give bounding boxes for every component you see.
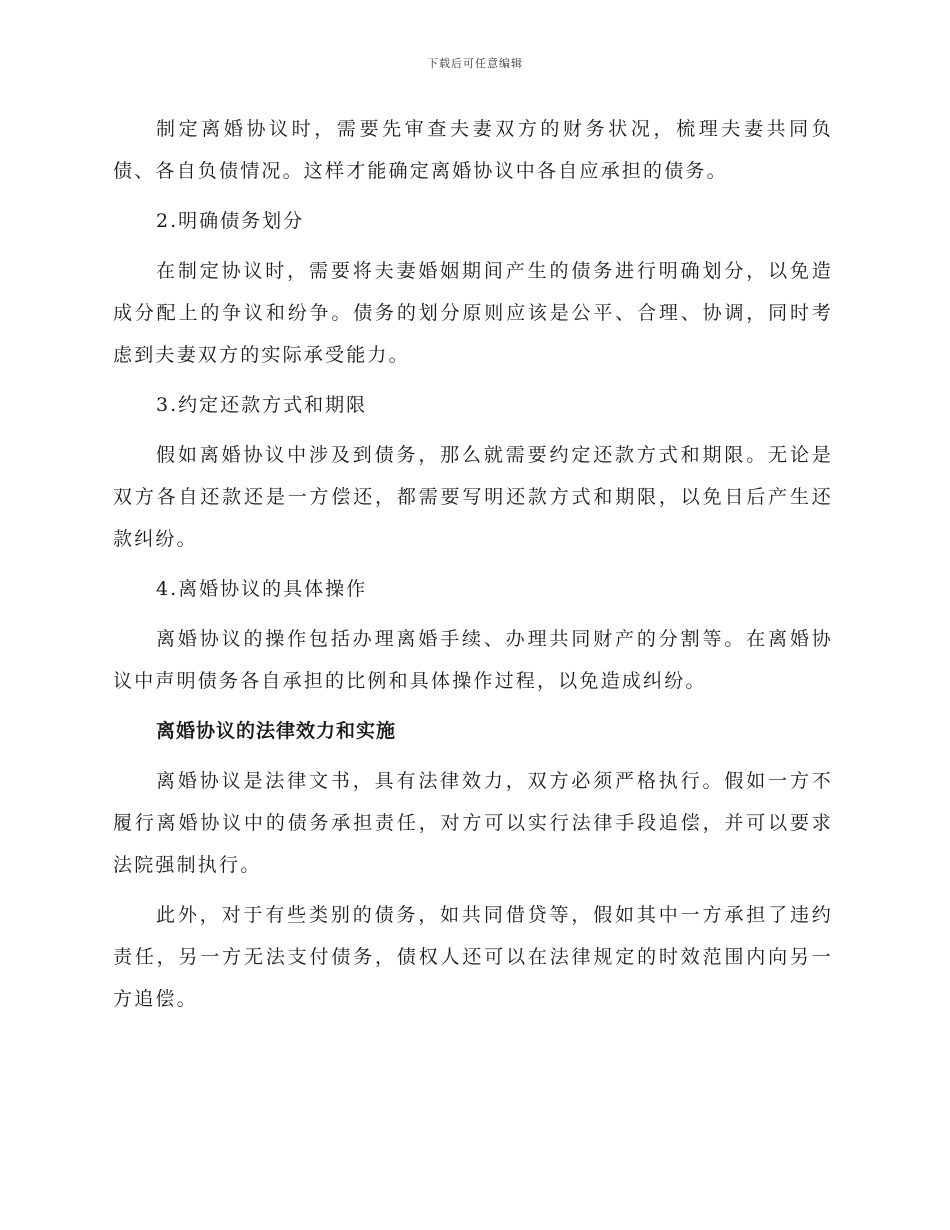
header-note: 下载后可任意编辑 [427, 57, 523, 70]
paragraph-debt-division: 在制定协议时，需要将夫妻婚姻期间产生的债务进行明确划分，以免造成分配上的争议和纷争。债务的划分原则应该是公平、合理、协调，同时考虑到夫妻双方的实际承受能力。 [113, 260, 833, 366]
paragraph-creditor-recourse: 此外，对于有些类别的债务，如共同借贷等，假如其中一方承担了违约责任，另一方无法支付债务，债权人还可以在法律规定的时效范围内向另一方追偿。 [113, 904, 833, 1010]
paragraph-financial-review: 制定离婚协议时，需要先审查夫妻双方的财务状况，梳理夫妻共同负债、各自负债情况。这样才能确定离婚协议中各自应承担的债务。 [113, 118, 833, 182]
heading-specific-operation: 4.离婚协议的具体操作 [156, 578, 368, 600]
paragraph-specific-operation: 离婚协议的操作包括办理离婚手续、办理共同财产的分割等。在离婚协议中声明债务各自承担的比例和具体操作过程，以免造成纠纷。 [113, 628, 833, 692]
heading-debt-division: 2.明确债务划分 [156, 210, 305, 232]
paragraph-legal-effect: 离婚协议是法律文书，具有法律效力，双方必须严格执行。假如一方不履行离婚协议中的债务承担责任，对方可以实行法律手段追偿，并可以要求法院强制执行。 [113, 770, 833, 876]
paragraph-repayment-terms: 假如离婚协议中涉及到债务，那么就需要约定还款方式和期限。无论是双方各自还款还是一方偿还，都需要写明还款方式和期限，以免日后产生还款纠纷。 [113, 444, 833, 550]
section-title-legal-effect: 离婚协议的法律效力和实施 [156, 720, 397, 742]
heading-repayment-terms: 3.约定还款方式和期限 [156, 394, 368, 416]
document-body [113, 108, 833, 1028]
